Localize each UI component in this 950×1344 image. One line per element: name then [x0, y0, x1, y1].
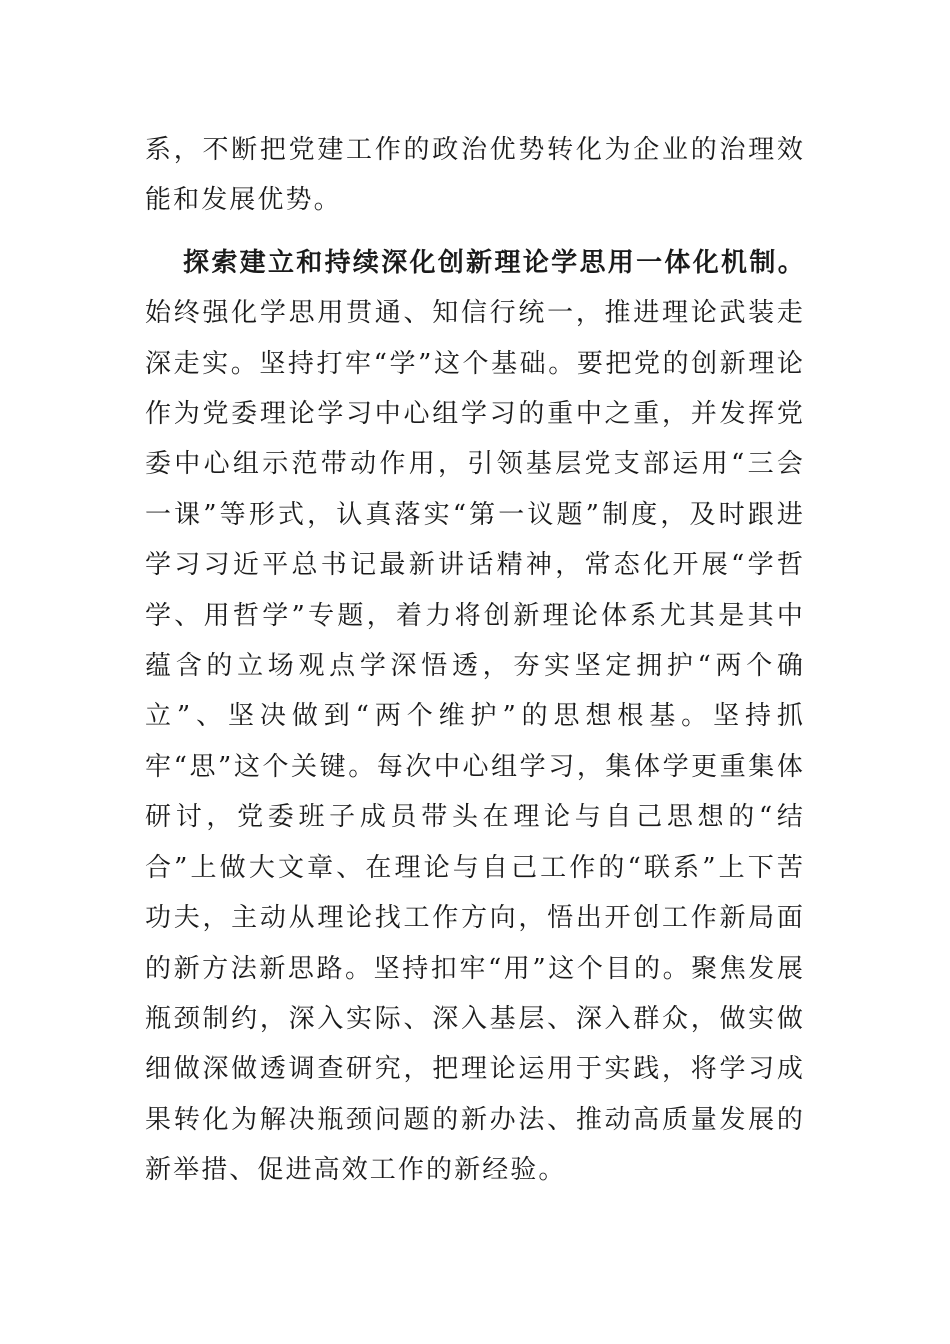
- paragraph-text: 始终强化学思用贯通、知信行统一，推进理论武装走深走实。坚持打牢“学”这个基础。要把党的创新理论作为党委理论学习中心组学习的重中之重，并发挥党委中心组示范带动作用，引领基层党支部运用“三会一课”等形式，认真落实“第一议题”制度，及时跟进学习习近平总书记最新讲话精神，常态化开展“学哲学、用哲学”专题，着力将创新理论体系尤其是其中蕴含的立场观点学深悟透，夯实坚定拥护“两个确立”、坚决做到“两个维护”的思想根基。坚持抓牢“思”这个关键。每次中心组学习，集体学更重集体研讨，党委班子成员带头在理论与自己思想的“结合”上做大文章、在理论与自己工作的“联系”上下苦功夫，主动从理论找工作方向，悟出开创工作新局面的新方法新思路。坚持扣牢“用”这个目的。聚焦发展瓶颈制约，深入实际、深入基层、深入群众，做实做细做深做透调查研究，把理论运用于实践，将学习成果转化为解决瓶颈问题的新办法、推动高质量发展的新举措、促进高效工作的新经验。: [145, 298, 805, 1186]
- document-page: [145, 125, 805, 1196]
- paragraph-text: 系，不断把党建工作的政治优势转化为企业的治理效能和发展优势。: [145, 135, 805, 216]
- paragraph-heading: 探索建立和持续深化创新理论学思用一体化机制。: [183, 247, 805, 278]
- paragraph-continuation: [145, 125, 805, 226]
- paragraph-mechanism: [145, 238, 805, 1196]
